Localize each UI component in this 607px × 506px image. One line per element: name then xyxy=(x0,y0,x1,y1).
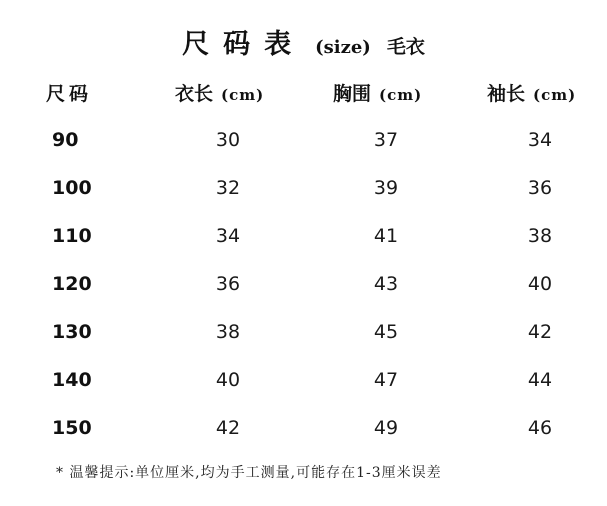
chest-cell: 43 xyxy=(373,273,399,295)
header-size xyxy=(46,80,92,108)
table-row xyxy=(0,365,607,395)
table-row xyxy=(0,125,607,155)
length-cell: 32 xyxy=(215,177,241,199)
header-size-label: 尺码 xyxy=(46,83,93,105)
table-row xyxy=(0,221,607,251)
sleeve-cell: 44 xyxy=(527,369,553,391)
header-length-unit: (cm) xyxy=(221,86,265,104)
title-size-label: (size) xyxy=(315,37,371,58)
sleeve-cell: 40 xyxy=(527,273,553,295)
length-cell: 40 xyxy=(215,369,241,391)
chest-cell: 49 xyxy=(373,417,399,439)
header-length-label: 衣长 xyxy=(175,83,214,105)
table-row xyxy=(0,173,607,203)
chest-cell: 41 xyxy=(373,225,399,247)
size-cell: 130 xyxy=(52,321,92,343)
size-cell: 140 xyxy=(52,369,92,391)
header-length xyxy=(175,80,264,109)
chest-cell: 47 xyxy=(373,369,399,391)
header-sleeve-label: 袖长 xyxy=(487,83,526,105)
sleeve-cell: 34 xyxy=(527,129,553,151)
sleeve-cell: 36 xyxy=(527,177,553,199)
size-cell: 150 xyxy=(52,417,92,439)
header-sleeve xyxy=(487,80,576,109)
title-item-type: 毛衣 xyxy=(386,36,425,58)
header-chest xyxy=(333,80,422,109)
size-chart-title xyxy=(0,22,607,61)
header-sleeve-unit: (cm) xyxy=(533,86,577,104)
table-row xyxy=(0,269,607,299)
table-row xyxy=(0,413,607,443)
chest-cell: 45 xyxy=(373,321,399,343)
sleeve-cell: 46 xyxy=(527,417,553,439)
length-cell: 42 xyxy=(215,417,241,439)
table-row xyxy=(0,317,607,347)
size-cell: 120 xyxy=(52,273,92,295)
title-main: 尺码表 xyxy=(182,29,306,60)
header-chest-label: 胸围 xyxy=(333,83,372,105)
header-chest-unit: (cm) xyxy=(379,86,423,104)
sleeve-cell: 42 xyxy=(527,321,553,343)
length-cell: 38 xyxy=(215,321,241,343)
size-cell: 100 xyxy=(52,177,92,199)
measurement-note: * 温馨提示:单位厘米,均为手工测量,可能存在1-3厘米误差 xyxy=(56,465,442,481)
chest-cell: 37 xyxy=(373,129,399,151)
sleeve-cell: 38 xyxy=(527,225,553,247)
chest-cell: 39 xyxy=(373,177,399,199)
size-cell: 110 xyxy=(52,225,92,247)
length-cell: 36 xyxy=(215,273,241,295)
size-cell: 90 xyxy=(52,129,79,151)
length-cell: 34 xyxy=(215,225,241,247)
length-cell: 30 xyxy=(215,129,241,151)
table-header xyxy=(0,80,607,108)
